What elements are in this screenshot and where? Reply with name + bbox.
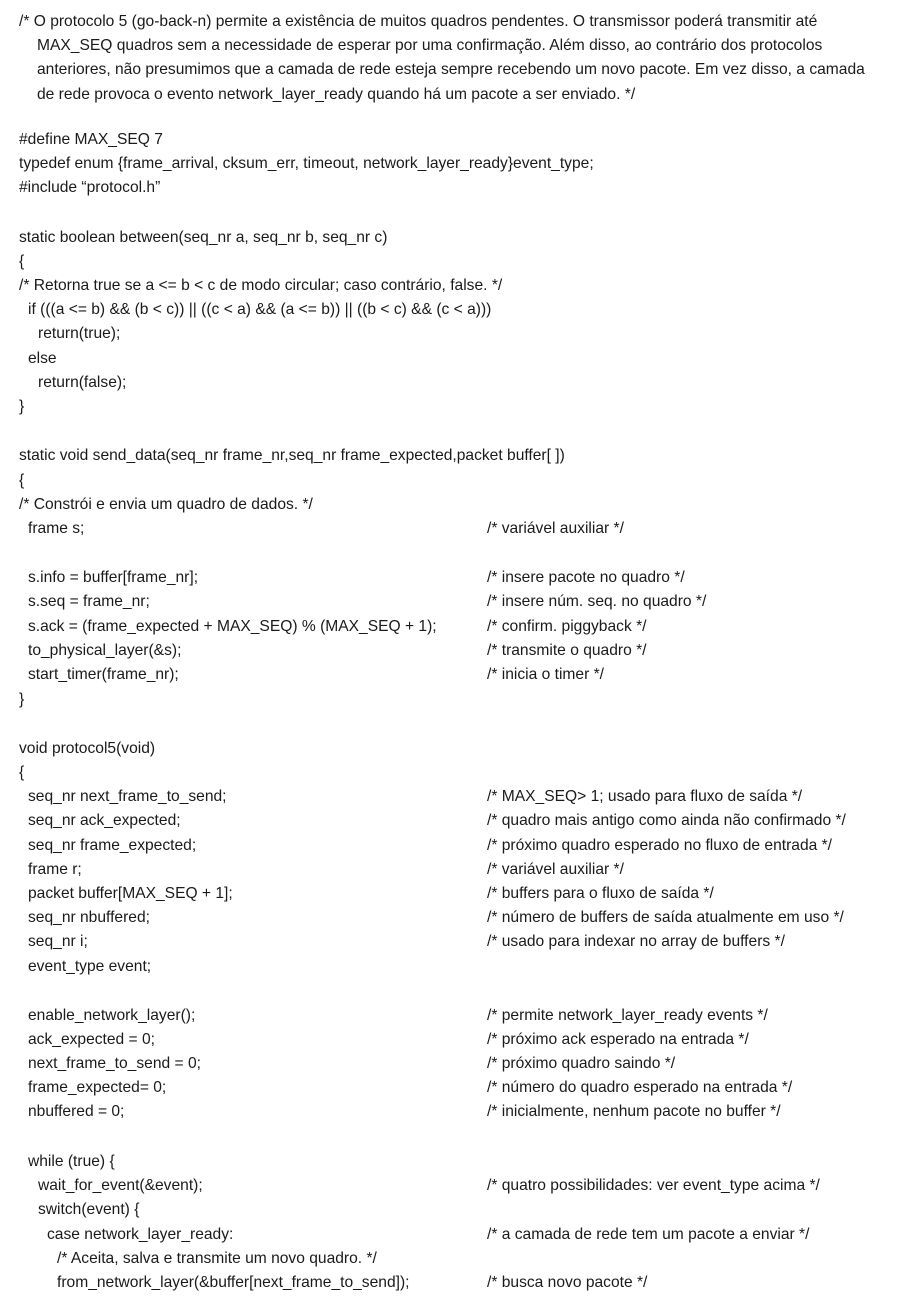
code-line [0,347,900,371]
code-text: from_network_layer(&buffer[next_frame_to_send]); [57,1274,410,1291]
code-comment: /* buffers para o fluxo de saída */ [487,885,714,902]
code-line [0,834,900,858]
code-text: seq_nr next_frame_to_send; [28,788,227,805]
code-line [0,688,900,712]
code-comment: /* confirm. piggyback */ [487,618,647,635]
code-comment: /* busca novo pacote */ [487,1274,648,1291]
code-comment: /* insere núm. seq. no quadro */ [487,593,707,610]
code-text: static boolean between(seq_nr a, seq_nr b, seq_nr c) [19,229,388,246]
code-line [0,250,900,274]
code-line [0,1247,900,1271]
intro-line: de rede provoca o evento network_layer_ready quando há um pacote a ser enviado. */ [37,85,636,103]
code-text: while (true) { [28,1153,115,1170]
code-comment: /* inicia o timer */ [487,666,604,683]
code-line [0,882,900,906]
code-comment: /* usado para indexar no array de buffers */ [487,933,785,950]
code-line [0,1028,900,1052]
code-line-include [0,176,900,200]
code-line [0,663,900,687]
code-text: switch(event) { [38,1201,140,1218]
code-text: frame_expected= 0; [28,1079,167,1096]
intro-comment [19,10,899,107]
code-comment: /* variável auxiliar */ [487,520,624,537]
code-comment: /* número de buffers de saída atualmente em uso */ [487,909,844,926]
code-text: start_timer(frame_nr); [28,666,179,683]
code-line [0,930,900,954]
code-line [0,469,900,493]
code-text: s.info = buffer[frame_nr]; [28,569,199,586]
code-line [0,590,900,614]
code-line [0,1271,900,1295]
code-text: /* Constrói e envia um quadro de dados. */ [19,496,313,513]
code-line-send-data-signature [0,444,900,468]
code-text: else [28,350,57,367]
code-text: static void send_data(seq_nr frame_nr,seq_nr frame_expected,packet buffer[ ]) [19,447,565,464]
code-text: /* Aceita, salva e transmite um novo quadro. */ [57,1250,377,1267]
code-comment: /* transmite o quadro */ [487,642,647,659]
code-line [0,1100,900,1124]
code-text: case network_layer_ready: [47,1226,234,1243]
code-comment: /* quadro mais antigo como ainda não confirmado */ [487,812,846,829]
code-line-comment [0,274,900,298]
code-comment: /* número do quadro esperado na entrada */ [487,1079,793,1096]
code-text: seq_nr ack_expected; [28,812,181,829]
code-text: #define MAX_SEQ 7 [19,131,163,148]
code-line-comment [0,493,900,517]
code-line [0,395,900,419]
code-text: typedef enum {frame_arrival, cksum_err, timeout, network_layer_ready}event_type; [19,155,594,172]
code-line [0,615,900,639]
code-text: frame s; [28,520,85,537]
code-comment: /* MAX_SEQ> 1; usado para fluxo de saída */ [487,788,803,805]
code-text: { [19,472,25,489]
code-text: seq_nr frame_expected; [28,837,197,854]
code-text: s.ack = (frame_expected + MAX_SEQ) % (MAX_SEQ + 1); [28,618,437,635]
code-line-between-signature [0,226,900,250]
code-line [0,1150,900,1174]
code-comment: /* quatro possibilidades: ver event_type acima */ [487,1177,820,1194]
code-text: packet buffer[MAX_SEQ + 1]; [28,885,233,902]
code-comment: /* próximo quadro saindo */ [487,1055,676,1072]
code-text: event_type event; [28,958,152,975]
code-line [0,517,900,541]
code-line [0,1004,900,1028]
code-text: void protocol5(void) [19,740,156,757]
code-text: wait_for_event(&event); [38,1177,203,1194]
code-line [0,761,900,785]
code-comment: /* permite network_layer_ready events */ [487,1007,768,1024]
code-text: next_frame_to_send = 0; [28,1055,201,1072]
code-comment: /* próximo quadro esperado no fluxo de entrada */ [487,837,833,854]
code-line-define [0,128,900,152]
intro-line: MAX_SEQ quadros sem a necessidade de esperar por uma confirmação. Além disso, ao contrário dos protocolos [37,37,823,55]
code-line [0,1223,900,1247]
code-comment: /* inicialmente, nenhum pacote no buffer */ [487,1103,781,1120]
code-text: } [19,398,25,415]
code-text: seq_nr nbuffered; [28,909,150,926]
code-line [0,1076,900,1100]
code-text: to_physical_layer(&s); [28,642,182,659]
code-line [0,785,900,809]
code-text: nbuffered = 0; [28,1103,125,1120]
code-line [0,371,900,395]
code-line [0,566,900,590]
code-line [0,1198,900,1222]
code-text: seq_nr i; [28,933,88,950]
code-text: } [19,691,25,708]
code-line [0,298,900,322]
code-line [0,1052,900,1076]
code-line [0,809,900,833]
code-line [0,322,900,346]
code-text: { [19,764,25,781]
intro-line: anteriores, não presumimos que a camada de rede esteja sempre recebendo um novo pacote. Em vez disso, a camada [37,61,865,79]
code-line [0,906,900,930]
code-text: s.seq = frame_nr; [28,593,150,610]
code-text: ack_expected = 0; [28,1031,156,1048]
code-text: frame r; [28,861,82,878]
code-comment: /* insere pacote no quadro */ [487,569,685,586]
code-text: { [19,253,25,270]
code-text: enable_network_layer(); [28,1007,196,1024]
code-text: return(false); [38,374,127,391]
code-line-typedef [0,152,900,176]
code-comment: /* variável auxiliar */ [487,861,624,878]
code-line-protocol5-signature [0,737,900,761]
code-comment: /* próximo ack esperado na entrada */ [487,1031,749,1048]
code-text: #include “protocol.h” [19,179,161,196]
code-text: if (((a <= b) && (b < c)) || ((c < a) && (a <= b)) || ((b < c) && (c < a))) [28,301,492,318]
code-text: return(true); [38,325,121,342]
code-text: /* Retorna true se a <= b < c de modo circular; caso contrário, false. */ [19,277,503,294]
code-line [0,955,900,979]
code-line [0,639,900,663]
code-line [0,1174,900,1198]
code-line [0,858,900,882]
intro-line: /* O protocolo 5 (go-back-n) permite a existência de muitos quadros pendentes. O transmissor poderá transmitir até [19,13,818,30]
code-comment: /* a camada de rede tem um pacote a enviar */ [487,1226,810,1243]
